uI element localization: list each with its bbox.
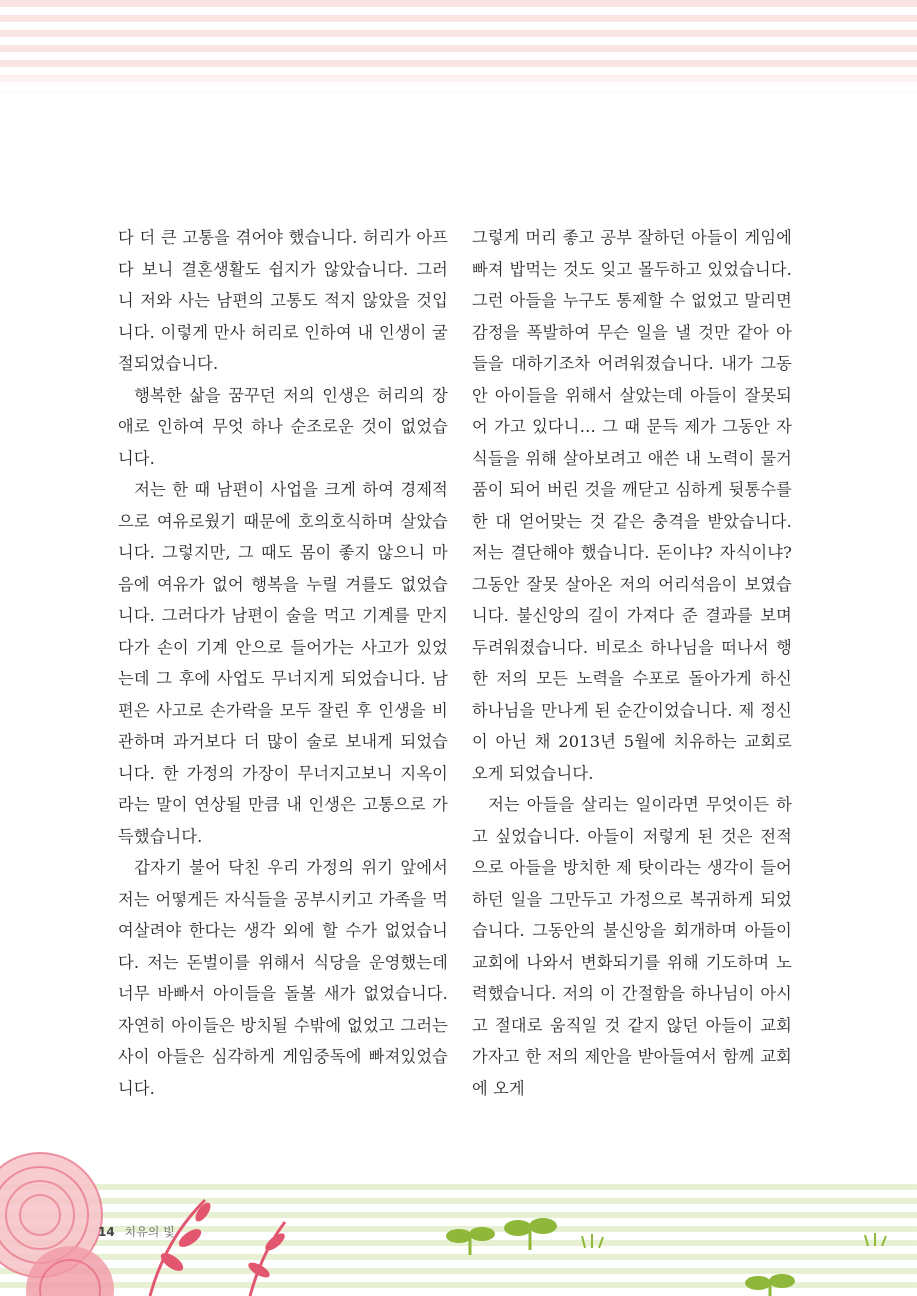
- body-paragraph: 그렇게 머리 좋고 공부 잘하던 아들이 게임에 빠져 밥먹는 것도 잊고 몰두하고 있었습니다. 그런 아들을 누구도 통제할 수 없었고 말리면 감정을 폭발하여 무슨 일을 낼 것만 같아 아들을 대하기조차 어려워졌습니다. 내가 그동안 아이들을 위해서 살았는데 아들이 잘못되어 가고 있다니… 그 때 문득 제가 그동안 자식들을 위해 살아보려고 애쓴 내 노력이 물거품이 되어 버린 것을 깨닫고 심하게 뒷통수를 한 대 얻어맞는 것 같은 충격을 받았습니다. 저는 결단해야 했습니다. 돈이냐? 자식이냐? 그동안 잘못 살아온 저의 어리석음이 보였습니다. 불신앙의 길이 가져다 준 결과를 보며 두려워졌습니다. 비로소 하나님을 떠나서 행한 저의 모든 노력을 수포로 돌아가게 하신 하나님을 만나게 된 순간이었습니다. 제 정신이 아닌 채 2013년 5월에 치유하는 교회로 오게 되었습니다.: [472, 228, 792, 783]
- body-paragraph: 다 더 큰 고통을 겪어야 했습니다. 허리가 아프다 보니 결혼생활도 쉽지가 않았습니다. 그러니 저와 사는 남편의 고통도 적지 않았을 것입니다. 이렇게 만사 허리로 인하여 내 인생이 굴절되었습니다.: [118, 228, 448, 373]
- page-number: 14: [98, 1225, 115, 1239]
- left-text-column: [118, 222, 448, 1104]
- right-text-column: [472, 222, 792, 1104]
- page-footer: [98, 1223, 175, 1240]
- sprout-icon: [504, 1218, 557, 1250]
- magazine-name: 치유의 빛: [124, 1225, 175, 1239]
- body-paragraph: 갑자기 불어 닥친 우리 가정의 위기 앞에서 저는 어떻게든 자식들을 공부시키고 가족을 먹여살려야 한다는 생각 외에 할 수가 없었습니다. 저는 돈벌이를 위해서 식당을 운영했는데 너무 바빠서 아이들을 돌볼 새가 없었습니다. 자연히 아이들은 방치될 수밖에 없었고 그러는 사이 아들은 심각하게 게임중독에 빠져있었습니다.: [118, 858, 448, 1098]
- sprout-icon: [446, 1227, 495, 1255]
- body-paragraph: 저는 아들을 살리는 일이라면 무엇이든 하고 싶었습니다. 아들이 저렇게 된 것은 전적으로 아들을 방치한 제 탓이라는 생각이 들어 하던 일을 그만두고 가정으로 복귀하게 되었습니다. 그동안의 불신앙을 회개하며 아들이 교회에 나와서 변화되기를 위해 기도하며 노력했습니다. 저의 이 간절함을 하나님이 아시고 절대로 움직일 것 같지 않던 아들이 교회 가자고 한 저의 제안을 받아들여서 함께 교회에 오게: [472, 795, 792, 1098]
- body-paragraph: 행복한 삶을 꿈꾸던 저의 인생은 허리의 장애로 인하여 무엇 하나 순조로운 것이 없었습니다.: [118, 385, 448, 468]
- grass-icon: [582, 1233, 886, 1248]
- body-paragraph: 저는 한 때 남편이 사업을 크게 하여 경제적으로 여유로웠기 때문에 호의호식하며 살았습니다. 그렇지만, 그 때도 몸이 좋지 않으니 마음에 여유가 없어 행복을 누릴 겨를도 없었습니다. 그러다가 남편이 술을 먹고 기계를 만지다가 손이 기계 안으로 들어가는 사고가 있었는데 그 후에 사업도 무너지게 되었습니다. 남편은 사고로 손가락을 모두 잘린 후 인생을 비관하며 과거보다 더 많이 술로 보내게 되었습니다. 한 가정의 가장이 무너지고보니 지옥이라는 말이 연상될 만큼 내 인생은 고통으로 가득했습니다.: [118, 480, 448, 846]
- sprout-icon: [745, 1274, 795, 1296]
